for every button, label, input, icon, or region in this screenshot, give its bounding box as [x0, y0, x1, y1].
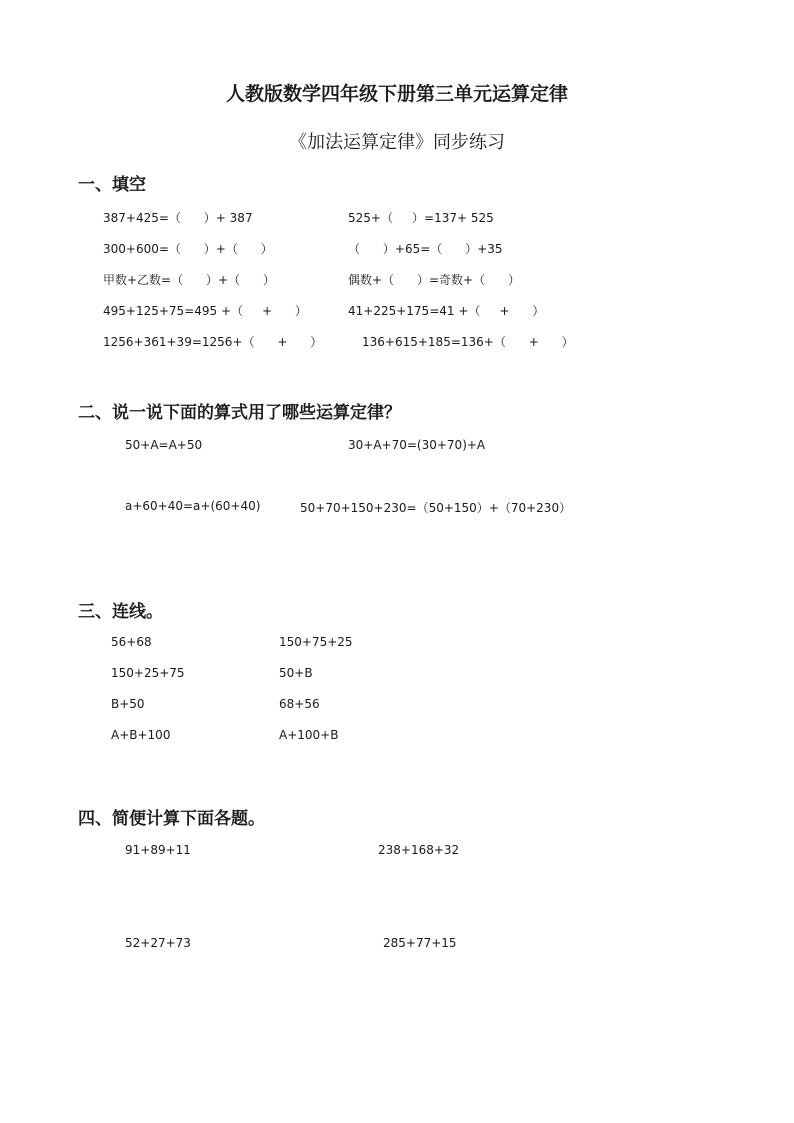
- match-right-item: A+100+B: [279, 728, 339, 742]
- page-title: 人教版数学四年级下册第三单元运算定律: [225, 83, 568, 105]
- calc-problem: 285+77+15: [383, 936, 457, 950]
- fill-blank-item: 136+615+185=136+（ + ）: [362, 335, 574, 349]
- fill-blank-item: 387+425=（ ）+ 387: [103, 211, 253, 225]
- fill-blank-item: 41+225+175=41 +（ + ）: [348, 304, 545, 318]
- section-heading-laws: 二、说一说下面的算式用了哪些运算定律？: [78, 403, 401, 423]
- fill-blank-item: 495+125+75=495 +（ + ）: [103, 304, 308, 318]
- section-heading-calculation: 四、简便计算下面各题。: [78, 809, 265, 829]
- match-right-item: 68+56: [279, 697, 320, 711]
- calc-problem: 91+89+11: [125, 843, 191, 857]
- fill-blank-item: 甲数+乙数=（ ）+（ ）: [103, 273, 275, 287]
- match-left-item: B+50: [111, 697, 145, 711]
- match-left-item: 56+68: [111, 635, 152, 649]
- section-heading-fill-blanks: 一、填空: [78, 175, 146, 195]
- match-right-item: 150+75+25: [279, 635, 353, 649]
- law-expression: a+60+40=a+(60+40): [125, 499, 261, 513]
- law-expression: 50+70+150+230=（50+150）+（70+230）: [300, 501, 572, 515]
- fill-blank-item: 525+（ ）=137+ 525: [348, 211, 494, 225]
- fill-blank-item: （ ）+65=（ ）+35: [348, 242, 503, 256]
- page-subtitle: 《加法运算定律》同步练习: [289, 132, 505, 153]
- calc-problem: 52+27+73: [125, 936, 191, 950]
- match-right-item: 50+B: [279, 666, 313, 680]
- law-expression: 30+A+70=(30+70)+A: [348, 438, 486, 452]
- law-expression: 50+A=A+50: [125, 438, 203, 452]
- match-left-item: 150+25+75: [111, 666, 185, 680]
- match-left-item: A+B+100: [111, 728, 171, 742]
- calc-problem: 238+168+32: [378, 843, 460, 857]
- fill-blank-item: 偶数+（ ）=奇数+（ ）: [348, 273, 520, 287]
- fill-blank-item: 300+600=（ ）+（ ）: [103, 242, 273, 256]
- section-heading-matching: 三、连线。: [78, 602, 163, 622]
- fill-blank-item: 1256+361+39=1256+（ + ）: [103, 335, 323, 349]
